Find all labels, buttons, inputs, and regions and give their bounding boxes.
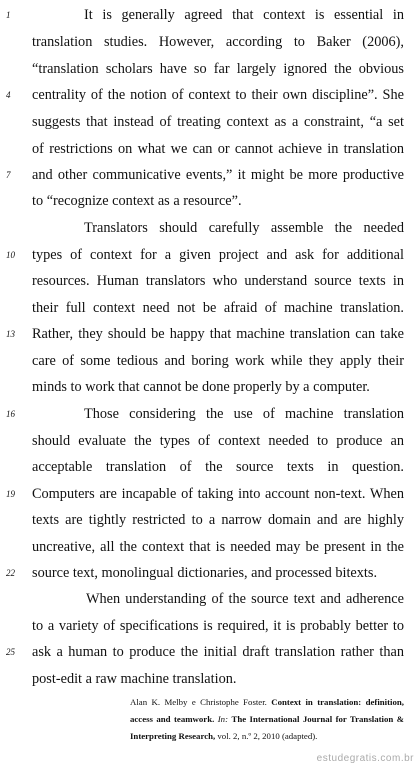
line-number: 19 — [6, 489, 15, 499]
text-line: It is generally agreed that context is essential in — [84, 7, 404, 23]
text-line: to “recognize context as a resource”. — [32, 193, 242, 209]
line-number: 16 — [6, 409, 15, 419]
text-line: Those considering the use of machine translation — [84, 406, 404, 422]
text-line: resources. Human translators who understand source texts in — [32, 273, 404, 289]
text-line: care of some tedious and boring work while they apply their — [32, 353, 404, 369]
text-line: uncreative, all the context that is needed may be present in the — [32, 539, 404, 555]
text-line: their full context need not be afraid of machine translation. — [32, 300, 404, 316]
text-line: centrality of the notion of context to their own discipline”. She — [32, 87, 404, 103]
text-line: suggests that instead of treating context as a constraint, “a set — [32, 114, 404, 130]
citation-title: Context in translation: definition, access and teamwork. — [130, 697, 404, 724]
citation-details: vol. 2, n.º 2, 2010 (adapted). — [217, 731, 318, 741]
text-line: source text, monolingual dictionaries, and processed bitexts. — [32, 565, 378, 581]
text-line: When understanding of the source text and adherence — [86, 591, 404, 607]
text-line: minds to work that cannot be done properly by a computer. — [32, 379, 370, 395]
text-line: post-edit a raw machine translation. — [32, 671, 237, 687]
text-line: Computers are incapable of taking into account non-text. When — [32, 486, 404, 502]
text-line: and other communicative events,” it might be more productive — [32, 167, 404, 183]
text-line: “translation scholars have so far largely ignored the obvious — [32, 61, 404, 77]
text-line: types of context for a given project and ask for additional — [32, 247, 404, 263]
line-number: 1 — [6, 10, 11, 20]
text-line: Translators should carefully assemble the needed — [84, 220, 404, 236]
line-number: 10 — [6, 250, 15, 260]
text-line: of restrictions on what we can or cannot achieve in translation — [32, 141, 404, 157]
text-line: translation studies. However, according to Baker (2006), — [32, 34, 404, 50]
line-number: 13 — [6, 329, 15, 339]
source-citation — [130, 694, 404, 745]
citation-journal: The International Journal for Translation & Interpreting Research, — [130, 714, 405, 741]
line-number: 22 — [6, 568, 15, 578]
text-line: Rather, they should be happy that machine translation can take — [32, 326, 404, 342]
text-line: texts are tightly restricted to a narrow domain and are highly — [32, 512, 404, 528]
line-number: 25 — [6, 647, 15, 657]
watermark: estudegratis.com.br — [316, 753, 414, 764]
line-number: 7 — [6, 170, 11, 180]
text-line: ask a human to produce the initial draft translation rather than — [32, 644, 404, 660]
text-line: should evaluate the types of context needed to produce an — [32, 433, 404, 449]
citation-in-label: In: — [217, 714, 229, 724]
citation-authors: Alan K. Melby e Christophe Foster. — [130, 697, 267, 707]
text-line: acceptable translation of the source texts in question. — [32, 459, 404, 475]
line-number: 4 — [6, 90, 11, 100]
text-line: to a variety of specifications is required, it is probably better to — [32, 618, 404, 634]
